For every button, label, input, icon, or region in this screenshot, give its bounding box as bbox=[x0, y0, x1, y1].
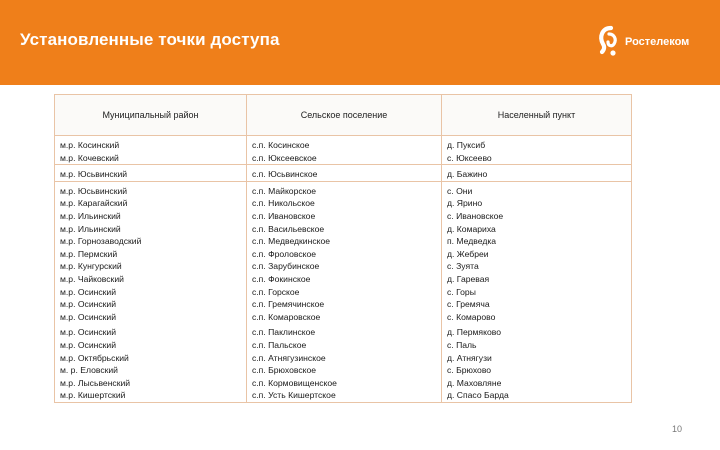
district-cell: м.р. Октябрьский bbox=[55, 352, 247, 365]
settlement-cell: с.п. Ивановское bbox=[247, 210, 442, 223]
district-cell: м.р. Осинский bbox=[55, 323, 247, 339]
settlement-cell: с.п. Васильевское bbox=[247, 223, 442, 236]
settlement-cell: с.п. Зарубинское bbox=[247, 260, 442, 273]
table-row bbox=[55, 165, 632, 182]
settlement-cell: с.п. Комаровское bbox=[247, 311, 442, 324]
district-cell: м.р. Осинский bbox=[55, 286, 247, 299]
settlement-cell: с.п. Косинское bbox=[247, 136, 442, 152]
table-row bbox=[55, 323, 632, 339]
page-number: 10 bbox=[672, 424, 683, 434]
table-row bbox=[55, 352, 632, 365]
table-row bbox=[55, 311, 632, 324]
district-cell: м.р. Юсьвинский bbox=[55, 181, 247, 197]
column-header-locality: Населенный пункт bbox=[442, 95, 632, 136]
brand-name: Ростелеком bbox=[625, 36, 690, 48]
locality-cell: с. Ивановское bbox=[442, 210, 632, 223]
locality-cell: с. Зуята bbox=[442, 260, 632, 273]
locality-cell: с. Комарово bbox=[442, 311, 632, 324]
locality-cell: п. Медведка bbox=[442, 235, 632, 248]
table-row bbox=[55, 136, 632, 152]
column-header-district: Муниципальный район bbox=[55, 95, 247, 136]
district-cell: м.р. Косинский bbox=[55, 136, 247, 152]
table-row bbox=[55, 248, 632, 261]
settlement-cell: с.п. Фроловское bbox=[247, 248, 442, 261]
table-row bbox=[55, 152, 632, 165]
district-cell: м.р. Осинский bbox=[55, 339, 247, 352]
district-cell: м.р. Кочевский bbox=[55, 152, 247, 165]
rostelecom-logo bbox=[596, 22, 689, 62]
table-row bbox=[55, 377, 632, 390]
table-row bbox=[55, 210, 632, 223]
settlement-cell: с.п. Медведкинское bbox=[247, 235, 442, 248]
settlement-cell: с.п. Атнягузинское bbox=[247, 352, 442, 365]
settlement-cell: с.п. Фокинское bbox=[247, 273, 442, 286]
locality-cell: д. Комариха bbox=[442, 223, 632, 236]
access-points-table bbox=[54, 94, 631, 403]
locality-cell: с. Паль bbox=[442, 339, 632, 352]
locality-cell: д. Гаревая bbox=[442, 273, 632, 286]
settlement-cell: с.п. Пальское bbox=[247, 339, 442, 352]
table-row bbox=[55, 339, 632, 352]
page-title: Установленные точки доступа bbox=[20, 30, 280, 49]
locality-cell: д. Маховляне bbox=[442, 377, 632, 390]
district-cell: м.р. Осинский bbox=[55, 311, 247, 324]
locality-cell: д. Жебреи bbox=[442, 248, 632, 261]
settlement-cell: с.п. Горское bbox=[247, 286, 442, 299]
settlement-cell: с.п. Усть Кишертское bbox=[247, 389, 442, 402]
table-row bbox=[55, 389, 632, 402]
district-cell: м.р. Кунгурский bbox=[55, 260, 247, 273]
district-cell: м.р. Ильинский bbox=[55, 210, 247, 223]
district-cell: м.р. Осинский bbox=[55, 298, 247, 311]
district-cell: м.р. Чайковский bbox=[55, 273, 247, 286]
settlement-cell: с.п. Юксеевское bbox=[247, 152, 442, 165]
settlement-cell: с.п. Гремячинское bbox=[247, 298, 442, 311]
settlement-cell: с.п. Юсьвинское bbox=[247, 165, 442, 182]
district-cell: м.р. Лысьвенский bbox=[55, 377, 247, 390]
locality-cell: д. Пермяково bbox=[442, 323, 632, 339]
table-row bbox=[55, 235, 632, 248]
district-cell: м.р. Карагайский bbox=[55, 197, 247, 210]
locality-cell: д. Спасо Барда bbox=[442, 389, 632, 402]
table-row bbox=[55, 260, 632, 273]
locality-cell: д. Атнягузи bbox=[442, 352, 632, 365]
settlement-cell: с.п. Майкорское bbox=[247, 181, 442, 197]
table-row bbox=[55, 223, 632, 236]
table-row bbox=[55, 197, 632, 210]
district-cell: м. р. Еловский bbox=[55, 364, 247, 377]
district-cell: м.р. Пермский bbox=[55, 248, 247, 261]
table-row bbox=[55, 181, 632, 197]
settlement-cell: с.п. Никольское bbox=[247, 197, 442, 210]
locality-cell: д. Бажино bbox=[442, 165, 632, 182]
district-cell: м.р. Юсьвинский bbox=[55, 165, 247, 182]
locality-cell: с. Они bbox=[442, 181, 632, 197]
table-row bbox=[55, 286, 632, 299]
settlement-cell: с.п. Кормовищенское bbox=[247, 377, 442, 390]
district-cell: м.р. Горнозаводский bbox=[55, 235, 247, 248]
table-header-row bbox=[55, 95, 632, 136]
locality-cell: д. Пуксиб bbox=[442, 136, 632, 152]
table-row bbox=[55, 273, 632, 286]
locality-cell: с. Юксеево bbox=[442, 152, 632, 165]
column-header-settlement: Сельское поселение bbox=[247, 95, 442, 136]
district-cell: м.р. Кишертский bbox=[55, 389, 247, 402]
rostelecom-logo-icon bbox=[596, 25, 622, 59]
locality-cell: д. Ярино bbox=[442, 197, 632, 210]
table-row bbox=[55, 298, 632, 311]
slide-header bbox=[0, 0, 720, 85]
locality-cell: с. Брюхово bbox=[442, 364, 632, 377]
settlement-cell: с.п. Паклинское bbox=[247, 323, 442, 339]
settlement-cell: с.п. Брюховское bbox=[247, 364, 442, 377]
locality-cell: с. Гремяча bbox=[442, 298, 632, 311]
district-cell: м.р. Ильинский bbox=[55, 223, 247, 236]
locality-cell: с. Горы bbox=[442, 286, 632, 299]
table-row bbox=[55, 364, 632, 377]
